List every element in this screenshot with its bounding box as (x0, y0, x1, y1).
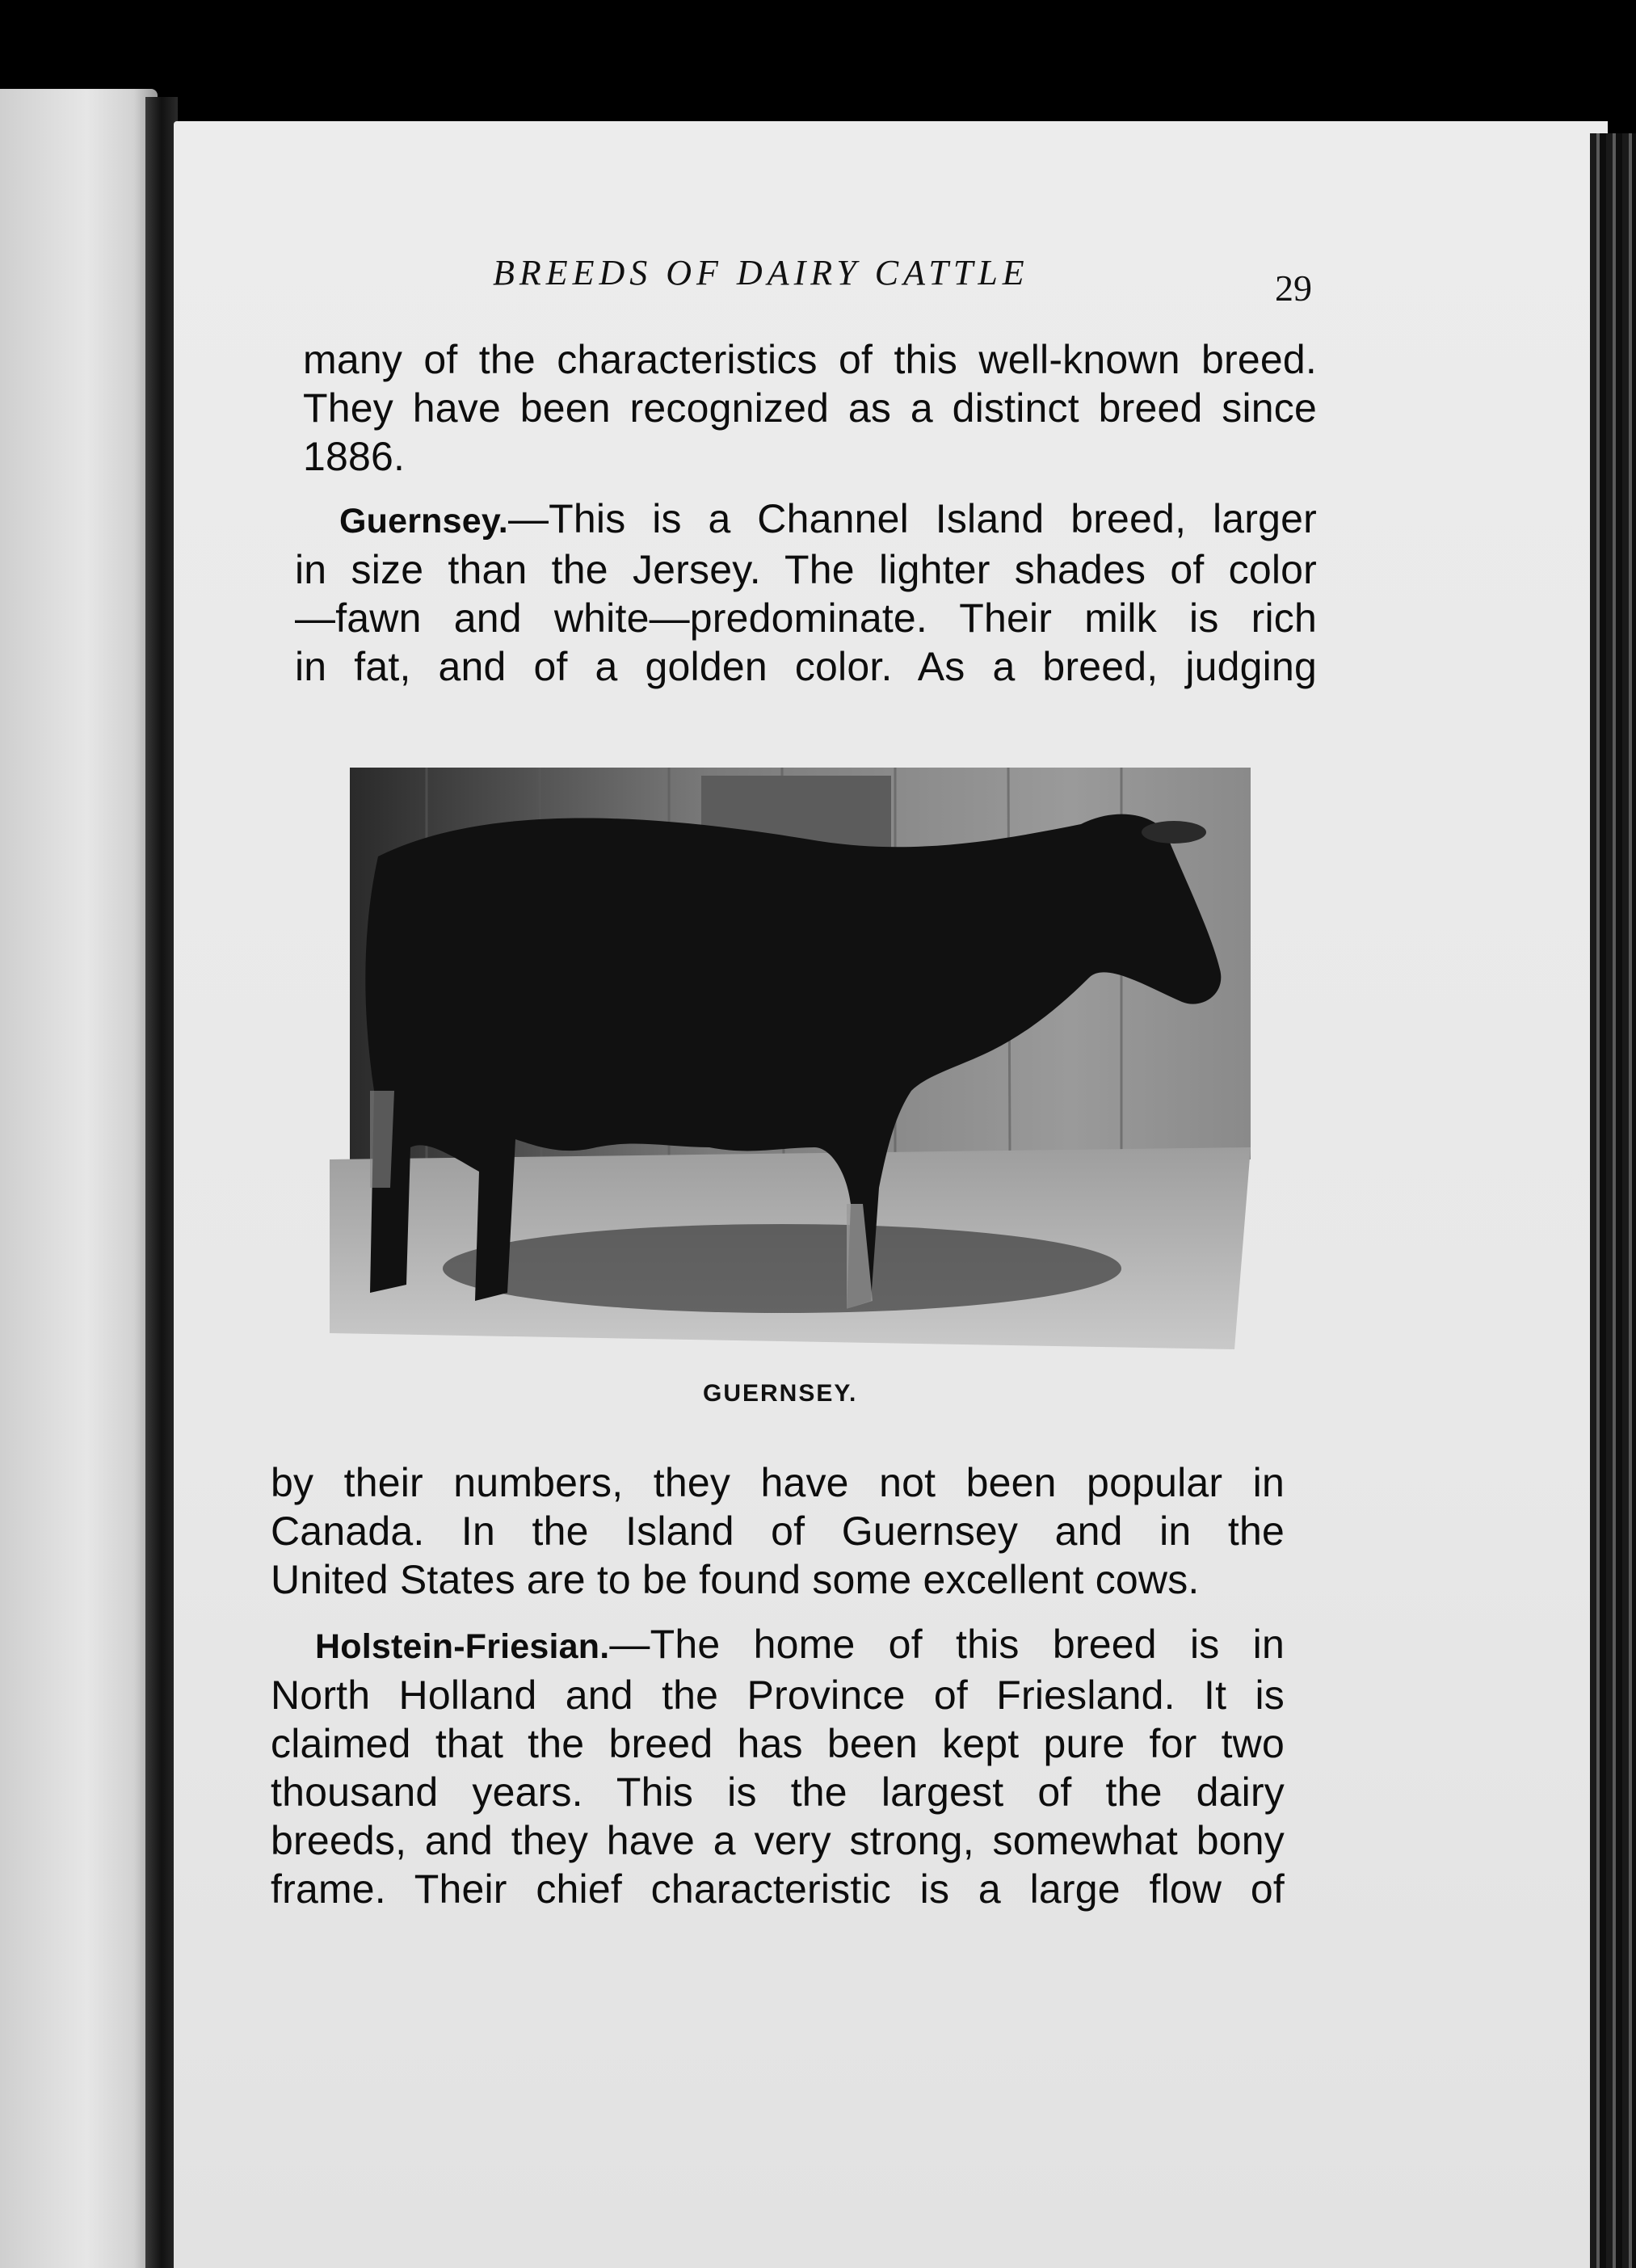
text-line: claimed that the breed has been kept pure for two (271, 1721, 1285, 1766)
text-line (295, 494, 1317, 545)
text-line: Canada. In the Island of Guernsey and in the (271, 1508, 1285, 1554)
figure-caption: GUERNSEY. (703, 1380, 858, 1407)
paragraph-guernsey (295, 494, 1317, 691)
paragraph-guernsey-continued (271, 1458, 1285, 1604)
text-line (271, 1620, 1285, 1671)
left-page-edge (0, 89, 158, 2268)
text-line: breeds, and they have a very strong, somewhat bony (271, 1818, 1285, 1863)
guernsey-cow-photo (330, 768, 1251, 1356)
text-fragment: —The home of this breed is in (609, 1622, 1285, 1667)
running-head: BREEDS OF DAIRY CATTLE (493, 253, 1029, 292)
paragraph-holstein-friesian (271, 1620, 1285, 1913)
book-gutter (145, 97, 178, 2268)
section-heading-guernsey: Guernsey. (339, 502, 508, 541)
text-line: They have been recognized as a distinct breed since (303, 385, 1317, 431)
text-line: 1886. (303, 434, 406, 479)
text-line: United States are to be found some excellent cows. (271, 1557, 1200, 1602)
section-heading-holstein-friesian: Holstein-Friesian. (315, 1627, 610, 1666)
text-line: by their numbers, they have not been popular in (271, 1460, 1285, 1505)
cow-illustration (330, 768, 1251, 1356)
text-line: in fat, and of a golden color. As a breed, judging (295, 644, 1317, 689)
text-line: —fawn and white—predominate. Their milk is rich (295, 595, 1317, 641)
text-line: in size than the Jersey. The lighter shades of color (295, 547, 1317, 592)
page-number: 29 (1275, 267, 1312, 309)
right-page-edges (1590, 133, 1636, 2268)
paragraph-intro (303, 335, 1317, 481)
text-line: North Holland and the Province of Friesland. It is (271, 1673, 1285, 1718)
text-line: many of the characteristics of this well-known breed. (303, 337, 1317, 382)
text-line: thousand years. This is the largest of the dairy (271, 1769, 1285, 1815)
text-fragment: —This is a Channel Island breed, larger (507, 496, 1317, 541)
text-line: frame. Their chief characteristic is a large flow of (271, 1866, 1285, 1912)
